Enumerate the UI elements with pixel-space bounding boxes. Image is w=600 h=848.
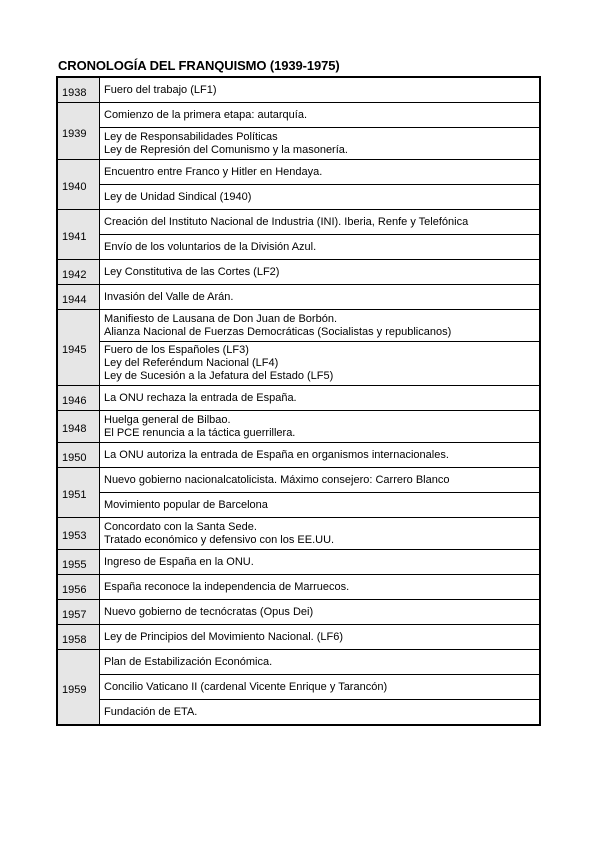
table-row [57,185,540,210]
page-title: CRONOLOGÍA DEL FRANQUISMO (1939-1975) [58,58,340,73]
event-cell: Envío de los voluntarios de la División Azul. [100,235,541,260]
year-cell [57,443,100,468]
year-label: 1950 [62,451,87,464]
event-cell: Comienzo de la primera etapa: autarquía. [100,103,541,128]
event-cell: Ley de Unidad Sindical (1940) [100,185,541,210]
year-label: 1958 [62,633,87,646]
year-cell [57,600,100,625]
year-label: 1944 [62,293,87,306]
year-cell [57,411,100,443]
year-label: 1946 [62,394,87,407]
event-cell: Nuevo gobierno de tecnócratas (Opus Dei) [100,600,541,625]
year-cell [57,625,100,650]
table-row [57,493,540,518]
year-label: 1957 [62,608,87,621]
year-cell [57,518,100,550]
year-cell [57,575,100,600]
table-row [57,128,540,160]
event-cell: Ley de Principios del Movimiento Nacional. (LF6) [100,625,541,650]
event-cell: Concordato con la Santa Sede. Tratado económico y defensivo con los EE.UU. [100,518,541,550]
year-label: 1955 [62,558,87,571]
year-cell [57,650,100,726]
table-row [57,260,540,285]
year-label: 1940 [62,181,87,193]
table-row [57,285,540,310]
event-cell: Encuentro entre Franco y Hitler en Hendaya. [100,160,541,185]
year-label: 1942 [62,268,87,281]
table-row [57,600,540,625]
table-row [57,310,540,342]
year-cell [57,160,100,210]
event-cell: Fuero del trabajo (LF1) [100,77,541,103]
year-cell [57,310,100,386]
event-cell: Movimiento popular de Barcelona [100,493,541,518]
table-row [57,342,540,386]
table-row [57,700,540,726]
year-label: 1959 [62,683,87,696]
event-cell: Nuevo gobierno nacionalcatolicista. Máximo consejero: Carrero Blanco [100,468,541,493]
event-cell: Ley Constitutiva de las Cortes (LF2) [100,260,541,285]
year-cell [57,103,100,160]
table-row [57,411,540,443]
table-row [57,625,540,650]
table-row [57,575,540,600]
year-label: 1938 [62,86,87,99]
year-label: 1941 [62,231,87,243]
table-row [57,468,540,493]
event-cell: La ONU autoriza la entrada de España en organismos internacionales. [100,443,541,468]
event-cell: Manifiesto de Lausana de Don Juan de Borbón. Alianza Nacional de Fuerzas Democráticas (Socialistas y republicanos) [100,310,541,342]
year-label: 1939 [62,127,87,140]
event-cell: Concilio Vaticano II (cardenal Vicente Enrique y Tarancón) [100,675,541,700]
year-cell [57,210,100,260]
year-cell [57,386,100,411]
table-row [57,103,540,128]
table-row [57,386,540,411]
year-label: 1956 [62,583,87,596]
year-cell [57,468,100,518]
table-row [57,235,540,260]
year-cell [57,550,100,575]
table-row [57,650,540,675]
year-cell [57,77,100,103]
year-cell [57,285,100,310]
event-cell: La ONU rechaza la entrada de España. [100,386,541,411]
year-label: 1945 [62,344,87,356]
chronology-table-body [57,77,540,725]
event-cell: Invasión del Valle de Arán. [100,285,541,310]
table-row [57,160,540,185]
event-cell: Fuero de los Españoles (LF3) Ley del Referéndum Nacional (LF4) Ley de Sucesión a la Jefatura del Estado (LF5) [100,342,541,386]
event-cell: Fundación de ETA. [100,700,541,726]
event-cell: Huelga general de Bilbao. El PCE renuncia a la táctica guerrillera. [100,411,541,443]
table-row [57,675,540,700]
event-cell: España reconoce la independencia de Marruecos. [100,575,541,600]
event-cell: Creación del Instituto Nacional de Industria (INI). Iberia, Renfe y Telefónica [100,210,541,235]
chronology-table [56,76,541,726]
year-label: 1953 [62,530,87,542]
event-cell: Plan de Estabilización Económica. [100,650,541,675]
year-label: 1948 [62,423,87,435]
table-row [57,443,540,468]
table-row [57,210,540,235]
year-label: 1951 [62,489,87,501]
table-row [57,550,540,575]
event-cell: Ingreso de España en la ONU. [100,550,541,575]
table-row [57,77,540,103]
event-cell: Ley de Responsabilidades Políticas Ley de Represión del Comunismo y la masonería. [100,128,541,160]
table-row [57,518,540,550]
year-cell [57,260,100,285]
